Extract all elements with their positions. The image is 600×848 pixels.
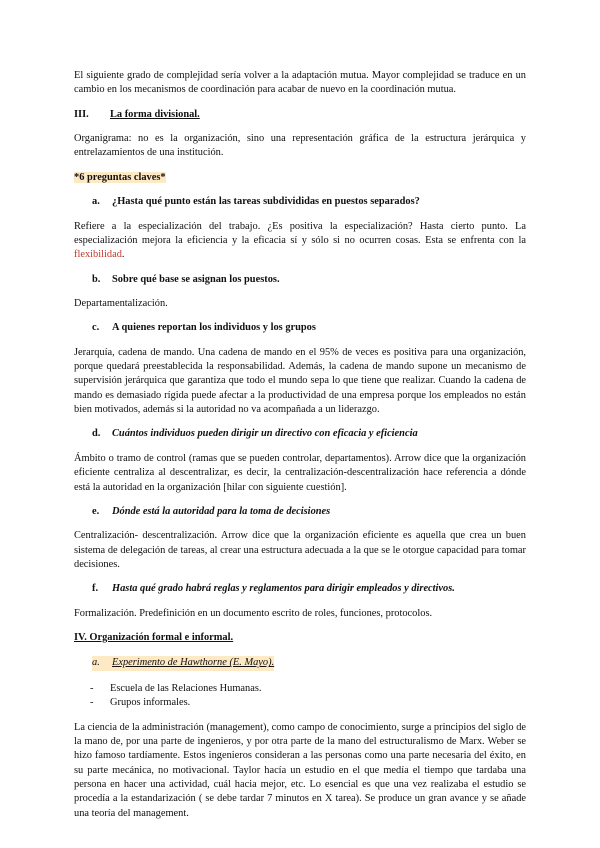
list-item-text: Grupos informales.	[110, 697, 191, 709]
section-4-title: IV. Organización formal e informal.	[74, 632, 234, 644]
question-c-heading	[92, 321, 526, 335]
answer-a	[74, 220, 526, 263]
question-c-letter: c.	[92, 322, 100, 334]
section-3-number: III.	[74, 108, 89, 120]
question-f-title: Hasta qué grado habrá reglas y reglamentos para dirigir empleados y directivos.	[112, 583, 455, 595]
section-4-subheading	[92, 655, 526, 671]
subheading-highlight	[92, 656, 274, 670]
section-3-heading	[74, 108, 526, 122]
question-d-letter: d.	[92, 428, 101, 440]
question-a-letter: a.	[92, 196, 100, 208]
management-paragraph: La ciencia de la administración (management), como campo de conocimiento, surge a principios del siglo de la mano de, por una parte de ingenieros, y por otra parte de la mano del estructuralismo de Marx. Weber se hizo famoso tardíamente. Estos ingenieros consideran a las personas como una parte necesaria del éxito, en su parte mecánica, no motivacional. Taylor hacía un estudio en el que medía el tiempo que tardaba una persona en hacer una actividad, cuál hacia mejor, etc. Lo esencial es que una vez realizaba el estudio se procedía a la estandarización ( se debe tardar 7 minutos en X tarea). Se produce un gran avance y se añade una teoría del management.	[74, 721, 526, 819]
preguntas-claves-label	[74, 171, 526, 185]
dash-bullet: -	[90, 697, 94, 709]
question-f-letter: f.	[92, 583, 99, 595]
answer-a-highlight: flexibilidad	[74, 249, 122, 261]
list-item-text: Escuela de las Relaciones Humanas.	[110, 682, 262, 694]
answer-e: Centralización- descentralización. Arrow dice que la organización eficiente es aquella que crea un buen sistema de delegación de tareas, al crear una estructura adecuada a la que se le otorgue capacidad para tomar decisiones.	[74, 530, 526, 570]
answer-b: Departamentalización.	[74, 297, 168, 309]
subheading-title: Experimento de Hawthorne (E. Mayo).	[112, 657, 275, 669]
preguntas-claves-highlight: *6 preguntas claves*	[74, 171, 166, 183]
intro-paragraph: El siguiente grado de complejidad sería volver a la adaptación mutua. Mayor complejidad se traduce en un cambio en los mecanismos de coordinación para acabar de nuevo en la coordinación mutua.	[74, 70, 526, 96]
list-item	[90, 682, 526, 696]
question-e-heading	[92, 505, 526, 519]
section-4-heading	[74, 631, 526, 645]
informal-org-list	[74, 682, 526, 711]
section-3-title: La forma divisional.	[110, 108, 200, 120]
answer-a-text: Refiere a la especialización del trabajo. ¿Es positiva la especialización? Hasta cierto punto. La especialización mejora la eficiencia y la eficacia sí y sólo si no ocurren cosas. Esta se enfrenta con la	[74, 220, 526, 246]
organigrama-paragraph: Organigrama: no es la organización, sino una representación gráfica de la estructura jerárquica y entrelazamientos de una institución.	[74, 133, 526, 159]
question-a-heading	[92, 195, 526, 209]
answer-c: Jerarquía, cadena de mando. Una cadena de mando en el 95% de veces es positiva para una organización, porque quedará preestablecida la responsabilidad. Además, la cadena de mando supone un mecanismo de supervisión jerárquica que garantiza que todo el mundo sepa lo que tiene que realizar. Cuando la cadena de mando es demasiado rígida puede afectar a la productividad de una empresa porque los empleados no están bien motivados, además si la autoridad no va acompañada a un liderazgo.	[74, 346, 526, 416]
document-body	[74, 69, 526, 821]
question-c-title: A quienes reportan los individuos y los grupos	[112, 322, 316, 334]
question-b-heading	[92, 273, 526, 287]
question-b-letter: b.	[92, 273, 101, 285]
list-item	[90, 696, 526, 710]
answer-a-end: .	[121, 249, 125, 261]
question-a-title: ¿Hasta qué punto están las tareas subdivididas en puestos separados?	[112, 196, 420, 208]
dash-bullet: -	[90, 682, 94, 694]
question-d-title: Cuántos individuos pueden dirigir un directivo con eficacia y eficiencia	[112, 428, 418, 440]
answer-d: Ámbito o tramo de control (ramas que se pueden controlar, departamentos). Arrow dice que la organización eficiente centraliza al descentralizar, es decir, la centralización-descentralización hace referencia a dónde está la autoridad en la organización [hilar con siguiente cuestión].	[74, 452, 526, 493]
question-b-title: Sobre qué base se asignan los puestos.	[112, 273, 280, 285]
subheading-letter: a.	[92, 657, 100, 669]
question-f-heading	[92, 582, 526, 596]
answer-f: Formalización. Predefinición en un documento escrito de roles, funciones, protocolos.	[74, 607, 433, 619]
question-e-letter: e.	[92, 505, 100, 517]
question-d-heading	[92, 427, 526, 441]
question-e-title: Dónde está la autoridad para la toma de decisiones	[112, 505, 331, 517]
